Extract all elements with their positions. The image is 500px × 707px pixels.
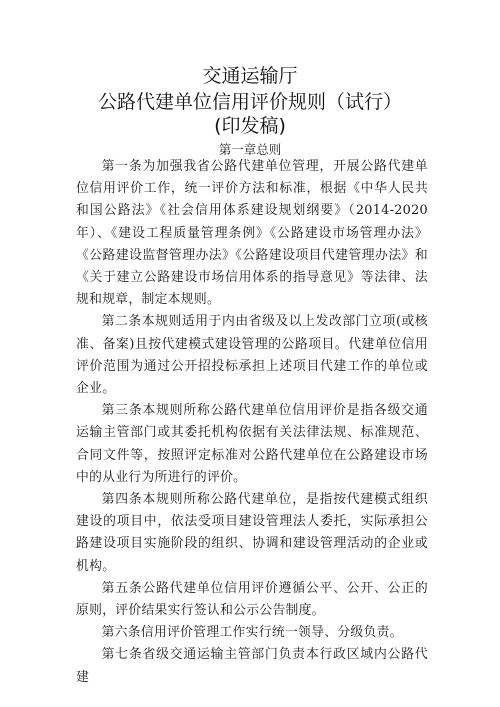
- article-6: 第六条信用评价管理工作实行统一领导、分级负责。: [101, 625, 403, 641]
- article-4: 第四条本规则所称公路代建单位，是指按代建模式组织建设的项目中，依法受项目建设管理法人委托，实际承担公路建设项目实施阶段的组织、协调和建设管理活动的企业或机构。: [76, 492, 428, 574]
- document-title: 公路代建单位信用评价规则（试行）: [97, 91, 402, 113]
- chapter-heading: 第一章总则: [218, 142, 282, 157]
- article-1: 第一条为加强我省公路代建单位管理，开展公路代建单位信用评价工作，统一评价方法和标准，根据《中华人民共和国公路法》《社会信用体系建设规划纲要》（2014-2020年）、《建设工程质量管理条例》《公路建设市场管理办法》《公路建设监督管理办法》《公路建设项目代建管理办法》和《关于建立公路建设市场信用体系的指导意见》等法律、法规和规章，制定本规则。: [76, 159, 428, 308]
- document-body: [76, 156, 428, 689]
- article-7: 第七条省级交通运输主管部门负责本行政区域内公路代建: [76, 647, 428, 685]
- article-3: 第三条本规则所称公路代建单位信用评价是指各级交通运输主管部门或其委托机构依据有关法律法规、标准规范、合同文件等，按照评定标准对公路代建单位在公路建设市场中的从业行为所进行的评价。: [76, 403, 428, 485]
- issuing-organization: 交通运输厅: [202, 65, 298, 87]
- article-5: 第五条公路代建单位信用评价遵循公平、公开、公正的原则，评价结果实行签认和公示公告制度。: [76, 580, 428, 619]
- article-2: 第二条本规则适用于内由省级及以上发改部门立项(或核准、备案)且按代建模式建设管理的公路项目。代建单位信用评价范围为通过公开招投标承担上述项目代建工作的单位或企业。: [76, 314, 428, 397]
- document-status: (印发稿): [214, 115, 286, 137]
